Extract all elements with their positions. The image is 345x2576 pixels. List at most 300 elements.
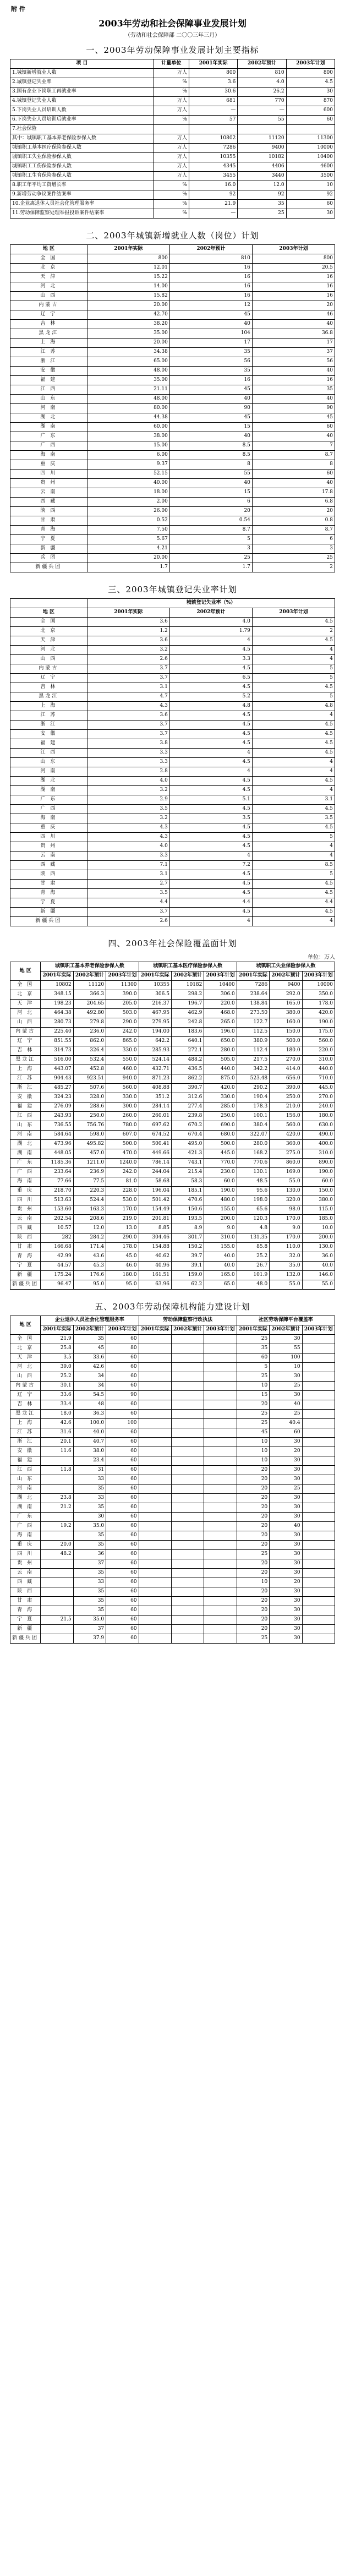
section4-row-label: 新疆兵团 <box>10 1280 41 1290</box>
section3-row-label: 云 南 <box>10 852 87 861</box>
section2-cell: 3 <box>169 544 252 554</box>
section1-header-cell: 2003年计划 <box>286 59 335 69</box>
section4-cell: 501.42 <box>139 1196 171 1205</box>
section2-cell: 5 <box>169 535 252 544</box>
section3-cell: 3.2 <box>87 814 169 823</box>
section4-row-label: 青 海 <box>10 1252 41 1262</box>
section4-cell: 351.2 <box>139 1093 171 1103</box>
section2-cell: 12 <box>169 301 252 310</box>
section4-cell: 290.0 <box>106 1018 139 1028</box>
section3-cell: 1.79 <box>169 627 252 636</box>
section5-cell: 30 <box>270 1634 302 1644</box>
section2-row-label: 北 京 <box>10 264 87 273</box>
section4-cell: 110.0 <box>270 1243 302 1252</box>
section4-cell: 178.0 <box>302 1000 335 1009</box>
section3-row-label: 重 庆 <box>10 823 87 833</box>
section5-cell <box>302 1363 335 1372</box>
section4-cell: 488.2 <box>171 1056 204 1065</box>
section5-cell <box>139 1550 171 1559</box>
section1-cell: 9400 <box>238 144 286 153</box>
section1-cell: 770 <box>238 97 286 106</box>
section5-cell: 20 <box>237 1606 269 1616</box>
section5-cell <box>204 1419 237 1428</box>
section5-cell: 30 <box>270 1466 302 1475</box>
section4-cell: 584.64 <box>41 1131 73 1140</box>
section4-sub-head: 2003年计划 <box>204 972 237 981</box>
section5-cell <box>139 1438 171 1447</box>
section5-row-label: 河 北 <box>10 1363 41 1372</box>
section2-cell: 17 <box>252 339 335 348</box>
section4-cell: 680.0 <box>204 1131 237 1140</box>
section5-row-label: 西 藏 <box>10 1578 41 1587</box>
section4-cell: 170.0 <box>270 1234 302 1243</box>
section4-cell: 1185.36 <box>41 1159 73 1168</box>
section4-cell: 326.4 <box>73 1046 106 1056</box>
section2-cell: 35 <box>252 385 335 395</box>
section5-cell <box>302 1531 335 1541</box>
section4-cell: 310.0 <box>302 1056 335 1065</box>
section2-cell: 42.70 <box>87 310 169 320</box>
section4-cell: 322.07 <box>237 1131 269 1140</box>
section2-row-label: 海 南 <box>10 451 87 460</box>
section4-row-label: 内蒙古 <box>10 1028 41 1037</box>
section2-cell: 45 <box>169 413 252 423</box>
section5-sub-head: 2003年计划 <box>302 1325 335 1335</box>
section5-row-label: 河 南 <box>10 1485 41 1494</box>
section3-row <box>10 627 335 636</box>
section4-row-label: 河 南 <box>10 1131 41 1140</box>
section1-cell: 10182 <box>238 153 286 162</box>
section2-cell: 35 <box>169 348 252 357</box>
section5-row-label: 江 西 <box>10 1466 41 1475</box>
section3-row-label: 安 徽 <box>10 730 87 739</box>
section3-row <box>10 917 335 926</box>
section3-cell: 3.5 <box>252 814 335 823</box>
section4-cell: 10355 <box>139 981 171 990</box>
section2-cell: 2.00 <box>87 498 169 507</box>
section3-header-cell: 2002年预计 <box>169 608 252 618</box>
section5-cell <box>204 1363 237 1372</box>
section1-row <box>10 190 335 200</box>
section3-row <box>10 655 335 664</box>
section5-cell <box>139 1335 171 1344</box>
section4-cell: 155.0 <box>204 1205 237 1215</box>
section5-cell: 54.5 <box>73 1391 106 1400</box>
section4-cell: 273.50 <box>237 1009 269 1018</box>
section5-row <box>10 1372 335 1382</box>
section1-row <box>10 125 335 134</box>
section1-table <box>10 59 335 219</box>
section5-cell: 20 <box>237 1400 269 1410</box>
section1-cell: 3455 <box>189 172 238 181</box>
section5-cell <box>204 1475 237 1485</box>
section5-cell: 60 <box>106 1485 139 1494</box>
section4-cell: 40.0 <box>204 1262 237 1271</box>
section2-cell: 5.67 <box>87 535 169 544</box>
section2-cell: 90 <box>252 404 335 413</box>
section5-row <box>10 1447 335 1456</box>
section4-row-label: 湖 南 <box>10 1149 41 1159</box>
section3-cell: 7.1 <box>87 861 169 870</box>
section4-cell: 516.00 <box>41 1056 73 1065</box>
section4-cell: 165.0 <box>270 1000 302 1009</box>
section4-cell: 100.1 <box>237 1112 269 1121</box>
section4-cell: 380.9 <box>237 1037 269 1046</box>
section3-row <box>10 842 335 852</box>
section4-row <box>10 1046 335 1056</box>
section5-cell: 10 <box>237 1447 269 1456</box>
section5-cell: 35 <box>73 1587 106 1597</box>
section3-cell: 4 <box>169 767 252 777</box>
section4-cell: 130.1 <box>237 1168 269 1177</box>
section3-cell: 3.7 <box>87 664 169 674</box>
section5-cell: 20 <box>237 1569 269 1578</box>
section5-cell: 60 <box>106 1522 139 1531</box>
section2-row-label: 河 北 <box>10 282 87 292</box>
section2-cell: 25 <box>169 554 252 563</box>
section3-cell: 4.5 <box>252 823 335 833</box>
section3-row <box>10 702 335 711</box>
section5-cell: 20.0 <box>41 1541 73 1550</box>
section4-cell: 194.00 <box>139 1028 171 1037</box>
section5-row-label: 新疆兵团 <box>10 1634 41 1644</box>
section3-unit-label: 城镇登记失业率（%） <box>87 599 335 608</box>
section5-cell <box>302 1616 335 1625</box>
section1-cell: 万人 <box>154 172 189 181</box>
section5-cell: 20.1 <box>41 1438 73 1447</box>
section4-cell: 175.0 <box>302 1028 335 1037</box>
section1-row-label: 9.新增劳动争议案件结案率 <box>10 190 154 200</box>
section4-cell: 550.0 <box>106 1056 139 1065</box>
section3-cell: 4 <box>252 786 335 795</box>
section1-row <box>10 97 335 106</box>
section3-row <box>10 739 335 749</box>
section5-cell <box>171 1456 204 1466</box>
section4-cell: 25.2 <box>237 1252 269 1262</box>
section4-row <box>10 1037 335 1046</box>
section2-cell: 35 <box>169 367 252 376</box>
section4-cell: 275.0 <box>270 1149 302 1159</box>
section2-row <box>10 357 335 367</box>
section4-row-label: 北 京 <box>10 990 41 1000</box>
section2-row-label: 天 津 <box>10 273 87 282</box>
section4-cell: 457.0 <box>73 1149 106 1159</box>
section4-cell: 467.95 <box>139 1009 171 1018</box>
section5-cell <box>171 1382 204 1391</box>
section2-cell: 16 <box>169 292 252 301</box>
section4-unit: 单位：万人 <box>308 954 335 960</box>
section2-cell: 55 <box>169 470 252 479</box>
section2-row <box>10 460 335 470</box>
section4-cell: 115.0 <box>302 1205 335 1215</box>
section2-header-cell: 2001年实际 <box>87 245 169 254</box>
section5-cell <box>171 1522 204 1531</box>
section4-cell: 159.0 <box>171 1271 204 1280</box>
section4-cell: 77.5 <box>73 1177 106 1187</box>
section2-row-label: 山 东 <box>10 395 87 404</box>
section4-cell: 670.2 <box>171 1121 204 1131</box>
section3-cell: 4.5 <box>169 889 252 898</box>
section1-row-label: 7.社会保险 <box>10 125 154 134</box>
section2-cell: 8 <box>169 460 252 470</box>
section2-row <box>10 282 335 292</box>
section4-row-label: 广 东 <box>10 1159 41 1168</box>
section2-cell: 810 <box>169 254 252 264</box>
section5-row <box>10 1466 335 1475</box>
section5-row-label: 甘 肃 <box>10 1597 41 1606</box>
section2-cell: 16 <box>169 273 252 282</box>
section5-cell <box>302 1372 335 1382</box>
section5-cell <box>302 1494 335 1503</box>
section4-cell: 198.0 <box>237 1196 269 1205</box>
section4-cell: 330.0 <box>106 1046 139 1056</box>
section3-cell: 4.8 <box>169 702 252 711</box>
section4-cell: 530.0 <box>106 1196 139 1205</box>
section4-cell: 260.01 <box>139 1112 171 1121</box>
section4-row <box>10 1177 335 1187</box>
section5-cell: 30 <box>270 1597 302 1606</box>
section5-cell: 80 <box>106 1344 139 1354</box>
section4-cell: 45.3 <box>73 1262 106 1271</box>
section1-cell: 3440 <box>238 172 286 181</box>
section4-cell: 532.4 <box>73 1056 106 1065</box>
section5-cell <box>139 1428 171 1438</box>
section3-cell: 4.7 <box>87 692 169 702</box>
section3-cell: 4.3 <box>87 833 169 842</box>
section4-cell: 743.1 <box>171 1159 204 1168</box>
section5-cell: 10 <box>237 1456 269 1466</box>
section4-row <box>10 1262 335 1271</box>
section5-cell: 11.8 <box>41 1466 73 1475</box>
section4-cell: 200.0 <box>204 1215 237 1224</box>
section1-cell: % <box>154 200 189 209</box>
section5-cell <box>171 1513 204 1522</box>
section2-cell: 6.8 <box>252 498 335 507</box>
section2-row-label: 四 川 <box>10 470 87 479</box>
section5-cell <box>302 1419 335 1428</box>
section5-cell <box>171 1531 204 1541</box>
section3-row-label: 贵 州 <box>10 842 87 852</box>
section5-row <box>10 1587 335 1597</box>
section5-cell: 20 <box>237 1541 269 1550</box>
section4-cell: 205.0 <box>106 1000 139 1009</box>
section2-cell: 7 <box>252 441 335 451</box>
section4-cell: 560.0 <box>270 1121 302 1131</box>
section1-cell: — <box>189 106 238 116</box>
section5-row-label: 四 川 <box>10 1550 41 1559</box>
section4-row <box>10 1131 335 1140</box>
section4-cell: 112.5 <box>237 1028 269 1037</box>
section3-row-label: 宁 夏 <box>10 898 87 908</box>
section5-cell <box>139 1494 171 1503</box>
section5-row-label: 山 东 <box>10 1475 41 1485</box>
section2-row-label: 宁 夏 <box>10 535 87 544</box>
section4-cell: 48.5 <box>237 1177 269 1187</box>
section5-cell <box>204 1616 237 1625</box>
section4-cell: 865.0 <box>106 1037 139 1046</box>
section5-cell: 35.0 <box>73 1522 106 1531</box>
section4-cell: 183.6 <box>171 1028 204 1037</box>
section4-cell: 736.55 <box>41 1121 73 1131</box>
section3-row-label: 湖 北 <box>10 777 87 786</box>
section4-cell: 862.0 <box>73 1037 106 1046</box>
section5-cell: 18.0 <box>41 1410 73 1419</box>
section4-cell: 280.73 <box>41 1018 73 1028</box>
section4-cell: 208.6 <box>73 1215 106 1224</box>
section4-cell: 35.0 <box>270 1262 302 1271</box>
section5-cell: 37 <box>73 1625 106 1634</box>
section4-cell: 380.0 <box>302 1196 335 1205</box>
section4-cell: 449.66 <box>139 1149 171 1159</box>
section4-cell: 98.0 <box>270 1205 302 1215</box>
section5-cell <box>139 1541 171 1550</box>
section4-cell: 225.40 <box>41 1028 73 1037</box>
section4-cell: 236.9 <box>73 1168 106 1177</box>
section4-row <box>10 1018 335 1028</box>
section3-row <box>10 664 335 674</box>
section4-cell: 505.0 <box>204 1056 237 1065</box>
section5-cell <box>204 1428 237 1438</box>
section1-cell: 57 <box>189 116 238 125</box>
section5-cell: 20 <box>237 1513 269 1522</box>
section4-cell: 250.0 <box>73 1112 106 1121</box>
section1-cell: 810 <box>238 69 286 78</box>
section2-cell: 17 <box>169 339 252 348</box>
section1-cell: 7286 <box>189 144 238 153</box>
section5-cell: 30 <box>73 1513 106 1522</box>
section5-cell <box>204 1587 237 1597</box>
section5-cell: 10 <box>270 1363 302 1372</box>
section4-cell: 640.1 <box>171 1037 204 1046</box>
section1-row <box>10 209 335 219</box>
section5-row <box>10 1616 335 1625</box>
section4-row <box>10 1000 335 1009</box>
section3-cell: 4 <box>169 749 252 758</box>
section4-cell: 180.0 <box>106 1271 139 1280</box>
section3-cell: 4.5 <box>169 664 252 674</box>
section2-cell: 8.7 <box>252 526 335 535</box>
section5-cell: 10 <box>237 1382 269 1391</box>
section5-cell: 30 <box>270 1550 302 1559</box>
section4-cell: 276.09 <box>41 1103 73 1112</box>
section2-cell: 20.00 <box>87 554 169 563</box>
section1-row <box>10 172 335 181</box>
section2-cell: 56 <box>169 357 252 367</box>
section3-row-label: 河 南 <box>10 767 87 777</box>
section5-cell: 30 <box>270 1438 302 1447</box>
section5-cell: 33 <box>73 1494 106 1503</box>
section4-cell: 279.8 <box>73 1018 106 1028</box>
section4-row-label: 海 南 <box>10 1177 41 1187</box>
section4-cell: 310.0 <box>204 1234 237 1243</box>
section5-cell: 19.2 <box>41 1522 73 1531</box>
section2-cell: 20.5 <box>252 264 335 273</box>
section3-row-label: 陕 西 <box>10 870 87 880</box>
section3-cell: 1.2 <box>87 627 169 636</box>
section4-cell: 320.0 <box>270 1196 302 1205</box>
section5-cell <box>204 1606 237 1616</box>
section4-row <box>10 1234 335 1243</box>
section5-cell: 60 <box>106 1363 139 1372</box>
section2-cell: 40 <box>252 479 335 488</box>
section1-cell: % <box>154 116 189 125</box>
section2-row-label: 陕 西 <box>10 507 87 516</box>
section3-cell: 3.6 <box>87 618 169 627</box>
section5-cell <box>139 1625 171 1634</box>
section4-cell: 146.0 <box>302 1271 335 1280</box>
section3-cell: 3.2 <box>87 646 169 655</box>
section4-row-label: 安 徽 <box>10 1093 41 1103</box>
section3-cell: 3.6 <box>87 636 169 646</box>
section5-cell: 25.2 <box>41 1372 73 1382</box>
section2-cell: 8.5 <box>169 441 252 451</box>
section5-cell: 25 <box>270 1382 302 1391</box>
section5-row-label: 全 国 <box>10 1335 41 1344</box>
section4-cell: 236.0 <box>73 1028 106 1037</box>
section4-cell: 216.37 <box>139 1000 171 1009</box>
section5-cell <box>171 1625 204 1634</box>
section4-cell: 690.0 <box>204 1121 237 1131</box>
section4-cell: 161.51 <box>139 1271 171 1280</box>
section4-cell: 10.57 <box>41 1224 73 1234</box>
section5-row <box>10 1391 335 1400</box>
section5-cell <box>139 1354 171 1363</box>
section2-cell: 40.00 <box>87 479 169 488</box>
section1-row-label: 6.下岗失业人员培训后就业率 <box>10 116 154 125</box>
section1-cell: 3500 <box>286 172 335 181</box>
section3-cell: 4.5 <box>252 636 335 646</box>
section3-row <box>10 692 335 702</box>
section5-cell: 60 <box>106 1634 139 1644</box>
section1-row-label: 城镇职工基本医疗保险参保人数 <box>10 144 154 153</box>
section4-row <box>10 1168 335 1177</box>
section2-cell: 15.00 <box>87 441 169 451</box>
section4-group-head: 城镇职工失业保险参保人数 <box>237 962 335 972</box>
section5-cell <box>139 1569 171 1578</box>
section2-cell: 20.00 <box>87 301 169 310</box>
section2-table <box>10 244 335 572</box>
section3-cell: 4.5 <box>252 739 335 749</box>
section2-row <box>10 432 335 441</box>
section1-header-cell: 2001年实际 <box>189 59 238 69</box>
section4-cell: 169.0 <box>270 1168 302 1177</box>
section5-cell <box>171 1634 204 1644</box>
section4-cell: 436.5 <box>171 1065 204 1074</box>
section4-cell: 55.0 <box>270 1177 302 1187</box>
section5-cell <box>171 1485 204 1494</box>
section4-cell: 165.0 <box>204 1271 237 1280</box>
section5-cell <box>171 1344 204 1354</box>
section4-cell: 642.2 <box>139 1037 171 1046</box>
section5-cell <box>204 1410 237 1419</box>
section5-cell: 20 <box>237 1485 269 1494</box>
section3-row <box>10 852 335 861</box>
section3-cell: 8.5 <box>252 861 335 870</box>
section3-row <box>10 823 335 833</box>
section3-row-label: 广 东 <box>10 795 87 805</box>
section5-cell: 10 <box>237 1578 269 1587</box>
section4-row <box>10 1187 335 1196</box>
section4-cell: 408.88 <box>139 1084 171 1093</box>
section4-cell: 492.80 <box>73 1009 106 1018</box>
section4-cell: 180.0 <box>270 1046 302 1056</box>
section5-cell: 30 <box>270 1494 302 1503</box>
section5-cell: 90 <box>106 1391 139 1400</box>
section5-cell <box>41 1485 73 1494</box>
section3-cell: 3.6 <box>87 711 169 721</box>
section2-row <box>10 507 335 516</box>
section4-cell: 470.0 <box>106 1149 139 1159</box>
